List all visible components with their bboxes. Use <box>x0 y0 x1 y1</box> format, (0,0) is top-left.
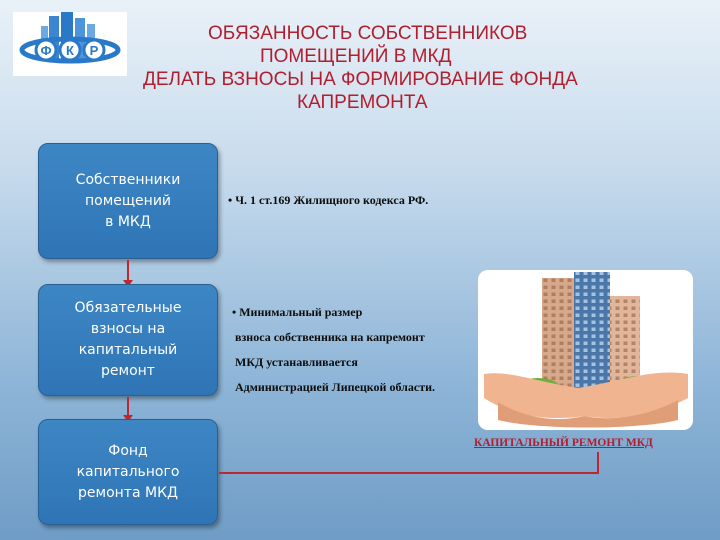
minimum-note <box>232 300 435 400</box>
title-line-3: ДЕЛАТЬ ВЗНОСЫ НА ФОРМИРОВАНИЕ ФОНДА <box>143 69 578 90</box>
connector-vertical <box>597 452 599 474</box>
logo-letter-1: Ф <box>40 43 52 58</box>
fund-line-1: Фонд <box>108 442 148 459</box>
owners-line-2: помещений <box>84 192 172 209</box>
owners-line-3: в МКД <box>105 213 151 230</box>
fund-line-2: капитального <box>76 463 180 480</box>
title-line-2: ПОМЕЩЕНИЙ В МКД <box>260 46 452 67</box>
arrow-down-1 <box>127 260 129 281</box>
title-line-4: КАПРЕМОНТА <box>297 92 428 113</box>
owners-line-1: Собственники <box>75 171 181 188</box>
capital-repair-link[interactable]: КАПИТАЛЬНЫЙ РЕМОНТ МКД <box>474 437 653 449</box>
contributions-line-3: капитальный <box>78 342 178 358</box>
contributions-box <box>38 284 218 396</box>
law-note-text: • Ч. 1 ст.169 Жилищного кодекса РФ. <box>228 193 429 207</box>
minimum-line-4: Администрацией Липецкой области. <box>235 380 436 394</box>
minimum-line-3: МКД устанавливается <box>235 355 358 369</box>
owners-box <box>38 143 218 259</box>
title-line-1: ОБЯЗАННОСТЬ СОБСТВЕННИКОВ <box>208 23 528 44</box>
minimum-line-1: • Минимальный размер <box>232 305 363 319</box>
buildings-in-hands-image <box>478 270 693 430</box>
logo-letter-2: К <box>66 43 74 58</box>
contributions-line-1: Обязательные <box>74 300 182 316</box>
fkr-logo <box>13 12 127 76</box>
fund-line-3: ремонта МКД <box>78 484 178 501</box>
slide-title <box>120 22 680 114</box>
connector-horizontal <box>219 472 599 474</box>
logo-letter-3: Р <box>89 43 99 58</box>
law-note <box>228 193 428 208</box>
buildings-hands-illustration-icon <box>478 270 693 430</box>
minimum-line-2: взноса собственника на капремонт <box>235 330 425 344</box>
fund-box <box>38 419 218 525</box>
arrow-down-2 <box>127 397 129 416</box>
fkr-logo-icon <box>13 12 127 76</box>
contributions-line-2: взносы на <box>90 321 166 337</box>
contributions-line-4: ремонт <box>101 363 155 379</box>
